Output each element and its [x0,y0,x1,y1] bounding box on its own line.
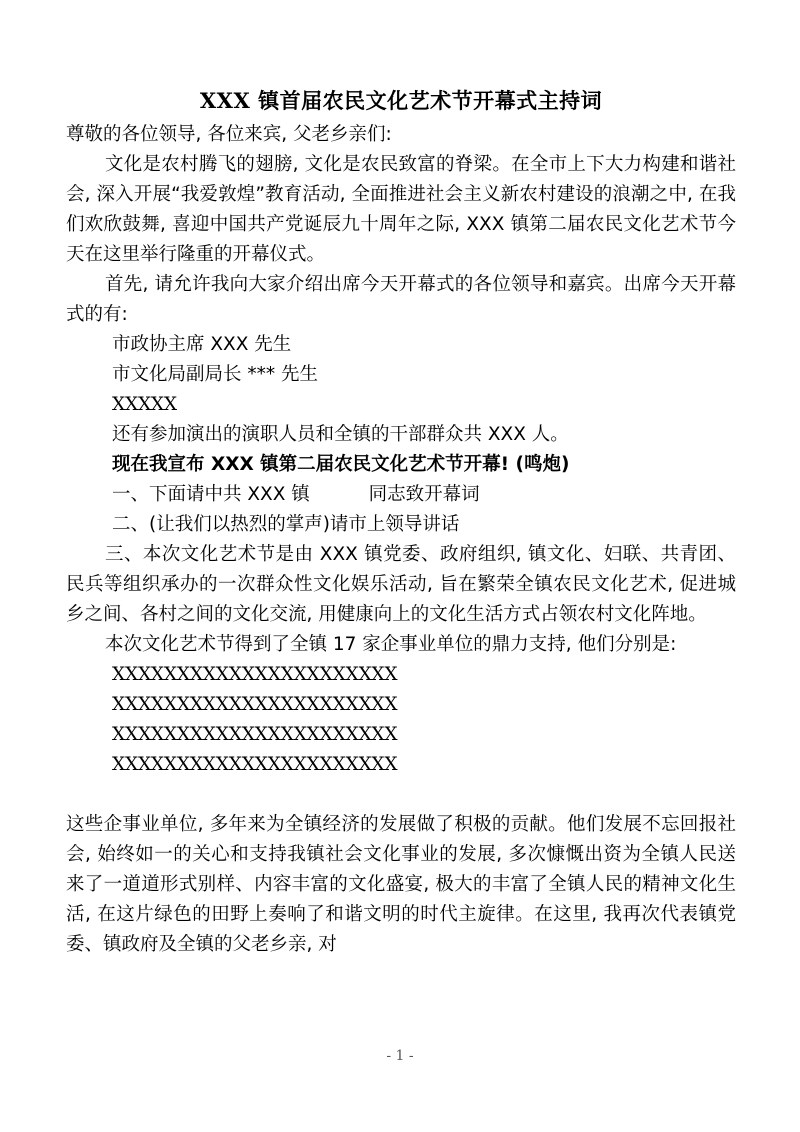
guest-list-item: 市文化局副局长 *** 先生 [112,364,319,385]
paragraph-closing: 这些企事业单位, 多年来为全镇经济的发展做了积极的贡献。他们发展不忘回报社会, 始终如一的关心和支持我镇社会文化事业的发展, 多次慷慨出资为全镇人民送来了一道道形式别样、内容丰富的文化盛宴, 极大的丰富了全镇人民的精神文化生活, 在这片绿色的田野上奏响了和谐文明的时代主旋律。在这里, 我再次代表镇党委、镇政府及全镇的父老乡亲, 对 [66,814,736,955]
paragraph-spacer [66,780,736,810]
salutation-line: 尊敬的各位领导, 各位来宾, 父老乡亲们: [66,124,392,145]
paragraph-sponsors-intro: 本次文化艺术节得到了全镇 17 家企事业单位的鼎力支持, 他们分别是: [105,634,677,655]
guest-list-item: 还有参加演出的演职人员和全镇的干部群众共 XXX 人。 [112,424,569,445]
agenda-item: 一、下面请中共 XXX 镇 同志致开幕词 [112,484,480,505]
paragraph-opening: 文化是农村腾飞的翅膀, 文化是农民致富的脊梁。在全市上下大力构建和谐社会, 深入开展“我爱敦煌”教育活动, 全面推进社会主义新农村建设的浪潮之中, 在我们欢欣鼓舞, 喜迎中国共产党诞辰九十周年之际, XXX 镇第二届农民文化艺术节今天在这里举行隆重的开幕仪式。 [66,154,736,265]
page-number-footer: - 1 - [386,1048,414,1064]
sponsor-line: XXXXXXXXXXXXXXXXXXXXXX [112,664,398,685]
guest-list-item: XXXXX [112,394,177,415]
sponsor-line: XXXXXXXXXXXXXXXXXXXXXX [112,694,398,715]
page-title: XXX 镇首届农民文化艺术节开幕式主持词 [199,88,603,113]
document-body [66,86,736,960]
guest-list-item: 市政协主席 XXX 先生 [112,334,292,355]
paragraph-item-three: 三、本次文化艺术节是由 XXX 镇党委、政府组织, 镇文化、妇联、共青团、民兵等组织承办的一次群众性文化娱乐活动, 旨在繁荣全镇农民文化艺术, 促进城乡之间、各村之间的文化交流, 用健康向上的文化生活方式占领农村文化阵地。 [66,544,736,625]
paragraph-introduce-guests: 首先, 请允许我向大家介绍出席今天开幕式的各位领导和嘉宾。出席今天开幕式的有: [66,274,736,325]
sponsor-line: XXXXXXXXXXXXXXXXXXXXXX [112,754,398,775]
agenda-item: 二、(让我们以热烈的掌声)请市上领导讲话 [112,514,460,535]
declaration-line: 现在我宣布 XXX 镇第二届农民文化艺术节开幕! (鸣炮) [112,454,570,475]
sponsor-line: XXXXXXXXXXXXXXXXXXXXXX [112,724,398,745]
